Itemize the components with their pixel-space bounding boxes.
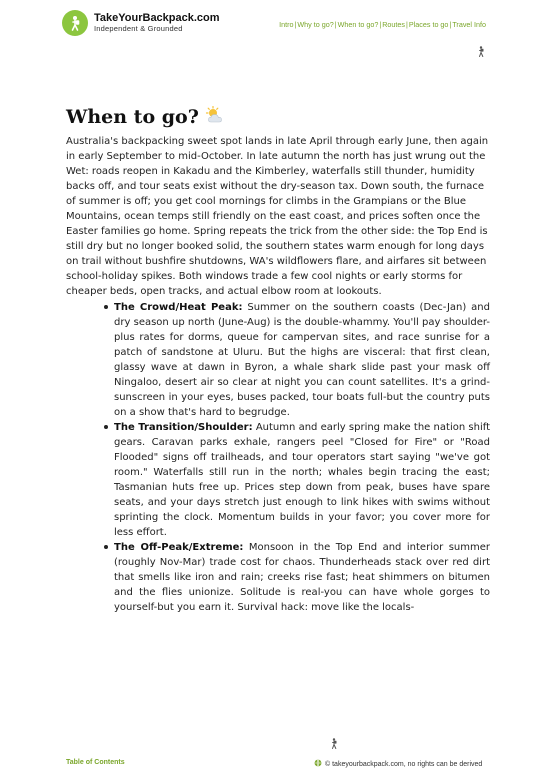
- hiker-icon: [330, 734, 339, 753]
- hiker-icon: [477, 42, 486, 61]
- season-heading: The Transition/Shoulder:: [114, 421, 253, 433]
- sun-behind-cloud-icon: [205, 106, 225, 129]
- season-description: Summer on the southern coasts (Dec-Jan) and dry season up north (June-Aug) is the double-whammy. You'll pay shoulder-plus rates for dorms, queue for campervan sites, and race sunrise for a patch of sandstone at Uluru. But the highs are visceral: that first clean, glassy wave at dawn in Byron, a whale shark slide past your mask off Ningaloo, desert air so clear at night you can count satellites. It's a grind-sunscreen in your eyes, buses packed, tour boats full-but the country puts on a show that's hard to begrudge.: [114, 301, 490, 418]
- table-of-contents-link[interactable]: Table of Contents: [66, 759, 125, 766]
- nav-link-why-to-go[interactable]: Why to go?: [297, 20, 334, 29]
- intro-paragraph: Australia's backpacking sweet spot lands in late April through early June, then again in early September to mid-October. In late autumn the north has just wrung out the Wet: roads reopen in Kakadu and the Kimberley, waterfalls still thunder, humidity backs off, and tour seats exist without the dry-season tax. Down south, the furnace of summer is off; you get cool mornings for climbs in the Grampians or the Blue Mountains, ocean temps still friendly on the east coast, and prices soften once the Easter families go home. Spring repeats the trick from the other side: the Top End is still dry but no longer booked solid, the southern states warm enough for long days on trail without bushfire shutdowns, WA's wildflowers flare, and airfares sit between school-holiday spikes. Both windows trade a few cool nights or early storms for cheaper beds, open tracks, and actual elbow room at lookouts.: [66, 136, 489, 298]
- brand-logo[interactable]: [62, 10, 220, 36]
- nav-separator: |: [406, 20, 408, 29]
- copyright-notice: [314, 759, 482, 769]
- page-header: [0, 0, 550, 52]
- top-navigation: [279, 20, 486, 29]
- season-heading: The Off-Peak/Extreme:: [114, 542, 244, 554]
- nav-link-routes[interactable]: Routes: [382, 20, 405, 29]
- nav-separator: |: [449, 20, 452, 29]
- list-item: [104, 420, 490, 540]
- list-item: [104, 300, 490, 420]
- season-description: Autumn and early spring make the nation shift gears. Caravan parks exhale, rangers peel "Closed for Fire" or "Road Flooded" signs off trailheads, and tour operators start saying "we've got room." Waterfalls still run in the north; whales begin tracing the east; Tasmanian huts free up. Prices step down from peak, buses have spare seats, and your days stretch just enough to link hikes with swims without sprinting the clock. Momentum builds in your favor; you cover more for less effort.: [114, 421, 490, 539]
- nav-separator: |: [334, 20, 337, 29]
- brand-tagline: Independent & Grounded: [94, 24, 183, 33]
- season-list: [104, 300, 490, 616]
- backpacker-icon: [62, 10, 88, 36]
- nav-separator: |: [379, 20, 382, 29]
- nav-separator: |: [294, 20, 297, 29]
- list-item: [104, 540, 490, 615]
- brand-name: TakeYourBackpack.com: [94, 12, 220, 24]
- page-title: [66, 106, 225, 129]
- globe-icon: [314, 759, 322, 769]
- season-description: Monsoon in the Top End and interior summer (roughly Nov-Mar) trade cost for chaos. Thunderheads stack over red dirt that smells like iron and rain; creeks rise fast; heat shimmers on bitumen and the flies unionize. Solitude is real-you can have whole gorges to yourself-but you earn it. Survival hack: move like the locals-: [114, 542, 490, 614]
- season-heading: The Crowd/Heat Peak:: [114, 301, 243, 313]
- nav-link-intro[interactable]: Intro: [279, 20, 294, 29]
- nav-link-travel-info[interactable]: Travel Info: [452, 20, 486, 29]
- main-content: [66, 134, 490, 616]
- nav-link-when-to-go[interactable]: When to go?: [337, 20, 379, 29]
- copyright-text: © takeyourbackpack.com, no rights can be derived: [325, 760, 483, 768]
- page-footer: [0, 752, 550, 778]
- nav-link-places-to-go[interactable]: Places to go: [408, 20, 449, 29]
- page-title-text: When to go?: [66, 106, 199, 129]
